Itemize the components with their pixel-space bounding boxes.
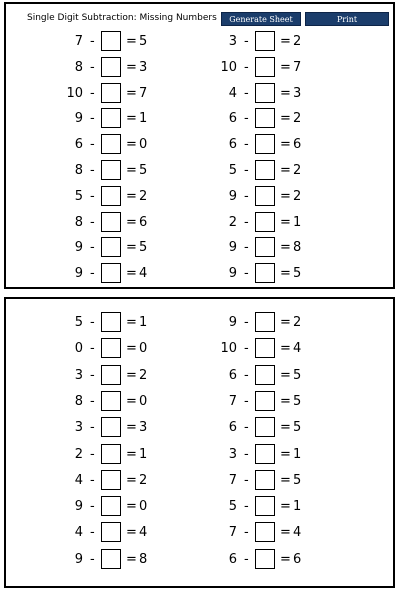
answer-input[interactable] [255,312,275,332]
minuend: 4 [74,472,83,488]
problem-row [59,470,159,492]
minuend: 2 [74,446,83,462]
difference: 4 [293,341,302,357]
difference: 2 [293,315,302,330]
problem-row [59,263,159,285]
minuend: 3 [228,446,237,462]
difference: 5 [293,367,302,383]
minus-sign: - [90,163,95,178]
minuend: 7 [228,472,237,488]
equals-sign: = [280,525,291,541]
difference: 1 [293,499,302,515]
minus-sign: - [244,137,249,153]
answer-input[interactable] [255,83,275,103]
equals-sign: = [280,266,291,282]
minuend: 9 [228,266,237,282]
answer-input[interactable] [101,549,121,569]
equals-sign: = [280,137,291,153]
equals-sign: = [126,85,137,101]
problem-row [213,134,313,156]
minuend: 5 [74,188,83,204]
difference: 1 [139,111,148,127]
minuend: 6 [228,111,237,127]
equals-sign: = [126,111,137,127]
equals-sign: = [126,341,137,357]
difference: 4 [293,525,302,541]
minuend: 8 [74,163,83,178]
equals-sign: = [280,111,291,127]
problem-row [59,212,159,234]
difference: 8 [139,551,148,567]
answer-input[interactable] [101,212,121,232]
minuend: 9 [74,551,83,567]
difference: 5 [139,34,148,49]
answer-input[interactable] [101,237,121,257]
difference: 4 [139,266,148,282]
answer-input[interactable] [255,57,275,77]
difference: 0 [139,341,148,357]
minuend: 9 [74,499,83,515]
minus-sign: - [90,137,95,153]
equals-sign: = [126,214,137,230]
minuend: 3 [228,34,237,49]
problem-row [213,263,313,285]
minuend: 6 [74,137,83,153]
equals-sign: = [126,420,137,436]
problem-row [59,237,159,259]
difference: 2 [293,34,302,49]
equals-sign: = [280,472,291,488]
minus-sign: - [244,315,249,330]
minus-sign: - [244,551,249,567]
minus-sign: - [244,393,249,409]
minuend: 6 [228,367,237,383]
difference: 5 [293,472,302,488]
equals-sign: = [280,59,291,75]
minuend: 5 [228,163,237,178]
minus-sign: - [244,472,249,488]
minuend: 2 [228,214,237,230]
minus-sign: - [90,266,95,282]
equals-sign: = [280,420,291,436]
answer-input[interactable] [255,160,275,180]
answer-input[interactable] [255,212,275,232]
worksheet-panel-2 [4,297,395,588]
minuend: 0 [74,341,83,357]
minus-sign: - [90,472,95,488]
minuend: 9 [228,315,237,330]
problem-row [213,470,313,492]
difference: 1 [139,315,148,330]
minus-sign: - [90,551,95,567]
answer-input[interactable] [255,31,275,51]
equals-sign: = [126,472,137,488]
problem-row [213,522,313,544]
minus-sign: - [90,315,95,330]
problem-row [59,391,159,413]
minuend: 7 [228,525,237,541]
minuend: 8 [74,214,83,230]
difference: 1 [293,446,302,462]
difference: 3 [293,85,302,101]
minus-sign: - [90,393,95,409]
difference: 5 [139,240,148,256]
answer-input[interactable] [101,444,121,464]
minus-sign: - [244,525,249,541]
answer-input[interactable] [255,237,275,257]
difference: 2 [139,472,148,488]
equals-sign: = [280,240,291,256]
difference: 6 [293,551,302,567]
problem-row [59,365,159,387]
minuend: 5 [74,315,83,330]
minus-sign: - [244,266,249,282]
equals-sign: = [280,315,291,330]
difference: 8 [293,240,302,256]
difference: 7 [139,85,148,101]
problem-row [59,31,159,53]
problem-row [213,496,313,518]
problem-row [213,549,313,571]
minus-sign: - [244,163,249,178]
problem-row [59,186,159,208]
problem-grid-1 [6,4,393,287]
equals-sign: = [126,240,137,256]
minuend: 6 [228,551,237,567]
answer-input[interactable] [255,134,275,154]
problem-row [59,160,159,182]
minus-sign: - [244,188,249,204]
minus-sign: - [244,240,249,256]
equals-sign: = [280,341,291,357]
difference: 7 [293,59,302,75]
equals-sign: = [280,163,291,178]
answer-input[interactable] [255,263,275,283]
answer-input[interactable] [101,365,121,385]
minus-sign: - [90,188,95,204]
minus-sign: - [90,111,95,127]
minuend: 6 [228,420,237,436]
equals-sign: = [126,446,137,462]
minus-sign: - [244,214,249,230]
answer-input[interactable] [101,522,121,542]
problem-row [213,444,313,466]
problem-grid-2 [6,299,393,586]
equals-sign: = [280,499,291,515]
minus-sign: - [244,499,249,515]
problem-row [213,108,313,130]
generate-sheet-button[interactable]: Generate Sheet [221,12,301,26]
answer-input[interactable] [255,108,275,128]
difference: 6 [293,137,302,153]
difference: 2 [139,188,148,204]
answer-input[interactable] [101,312,121,332]
equals-sign: = [126,315,137,330]
problem-row [213,57,313,79]
answer-input[interactable] [101,83,121,103]
difference: 0 [139,499,148,515]
minus-sign: - [244,59,249,75]
problem-row [213,391,313,413]
problem-row [59,522,159,544]
equals-sign: = [126,393,137,409]
answer-input[interactable] [255,470,275,490]
equals-sign: = [280,551,291,567]
equals-sign: = [280,34,291,49]
minus-sign: - [244,85,249,101]
minuend: 9 [74,111,83,127]
equals-sign: = [280,214,291,230]
minus-sign: - [244,420,249,436]
answer-input[interactable] [255,417,275,437]
answer-input[interactable] [101,186,121,206]
problem-row [59,549,159,571]
answer-input[interactable] [101,108,121,128]
difference: 3 [139,59,148,75]
minuend: 8 [74,393,83,409]
answer-input[interactable] [101,417,121,437]
problem-row [213,31,313,53]
minuend: 4 [74,525,83,541]
minus-sign: - [90,367,95,383]
problem-row [59,57,159,79]
minuend: 9 [74,240,83,256]
minus-sign: - [244,367,249,383]
minuend: 5 [228,499,237,515]
problem-row [59,312,159,334]
minuend: 9 [228,240,237,256]
equals-sign: = [280,393,291,409]
problem-row [213,365,313,387]
equals-sign: = [126,551,137,567]
minus-sign: - [244,446,249,462]
problem-row [59,108,159,130]
answer-input[interactable] [255,522,275,542]
difference: 4 [139,525,148,541]
equals-sign: = [126,367,137,383]
problem-row [213,160,313,182]
minus-sign: - [90,85,95,101]
minus-sign: - [90,499,95,515]
minuend: 9 [74,266,83,282]
difference: 2 [293,188,302,204]
problem-row [59,496,159,518]
answer-input[interactable] [255,365,275,385]
minus-sign: - [90,34,95,49]
difference: 5 [293,393,302,409]
difference: 1 [139,446,148,462]
minuend: 7 [228,393,237,409]
problem-row [213,237,313,259]
minus-sign: - [90,525,95,541]
minus-sign: - [90,240,95,256]
worksheet-title: Single Digit Subtraction: Missing Numbers [27,13,217,23]
equals-sign: = [280,446,291,462]
difference: 2 [293,111,302,127]
minus-sign: - [244,341,249,357]
minuend: 9 [228,188,237,204]
difference: 5 [139,163,148,178]
equals-sign: = [280,188,291,204]
problem-row [59,338,159,360]
minuend: 10 [220,59,237,75]
problem-row [213,83,313,105]
answer-input[interactable] [101,263,121,283]
problem-row [213,312,313,334]
answer-input[interactable] [255,391,275,411]
minus-sign: - [90,59,95,75]
minuend: 6 [228,137,237,153]
difference: 2 [139,367,148,383]
equals-sign: = [126,59,137,75]
answer-input[interactable] [101,31,121,51]
equals-sign: = [126,525,137,541]
difference: 6 [139,214,148,230]
problem-row [213,212,313,234]
answer-input[interactable] [101,496,121,516]
equals-sign: = [126,34,137,49]
answer-input[interactable] [255,186,275,206]
difference: 2 [293,163,302,178]
answer-input[interactable] [101,57,121,77]
equals-sign: = [126,266,137,282]
difference: 5 [293,266,302,282]
answer-input[interactable] [101,470,121,490]
answer-input[interactable] [101,338,121,358]
difference: 0 [139,393,148,409]
minuend: 10 [220,341,237,357]
minus-sign: - [90,214,95,230]
answer-input[interactable] [255,549,275,569]
minuend: 8 [74,59,83,75]
minus-sign: - [90,420,95,436]
problem-row [59,444,159,466]
equals-sign: = [280,367,291,383]
minuend: 3 [74,420,83,436]
print-button[interactable]: Print [305,12,389,26]
problem-row [213,417,313,439]
equals-sign: = [280,85,291,101]
answer-input[interactable] [255,496,275,516]
answer-input[interactable] [101,391,121,411]
answer-input[interactable] [255,444,275,464]
problem-row [59,83,159,105]
equals-sign: = [126,499,137,515]
answer-input[interactable] [101,134,121,154]
minus-sign: - [90,341,95,357]
equals-sign: = [126,163,137,178]
problem-row [59,134,159,156]
problem-row [59,417,159,439]
problem-row [213,186,313,208]
answer-input[interactable] [255,338,275,358]
minuend: 3 [74,367,83,383]
minuend: 4 [228,85,237,101]
worksheet-panel-1 [4,2,395,289]
minus-sign: - [90,446,95,462]
equals-sign: = [126,188,137,204]
difference: 5 [293,420,302,436]
answer-input[interactable] [101,160,121,180]
minus-sign: - [244,34,249,49]
minus-sign: - [244,111,249,127]
difference: 0 [139,137,148,153]
difference: 3 [139,420,148,436]
difference: 1 [293,214,302,230]
equals-sign: = [126,137,137,153]
minuend: 7 [74,34,83,49]
minuend: 10 [66,85,83,101]
problem-row [213,338,313,360]
